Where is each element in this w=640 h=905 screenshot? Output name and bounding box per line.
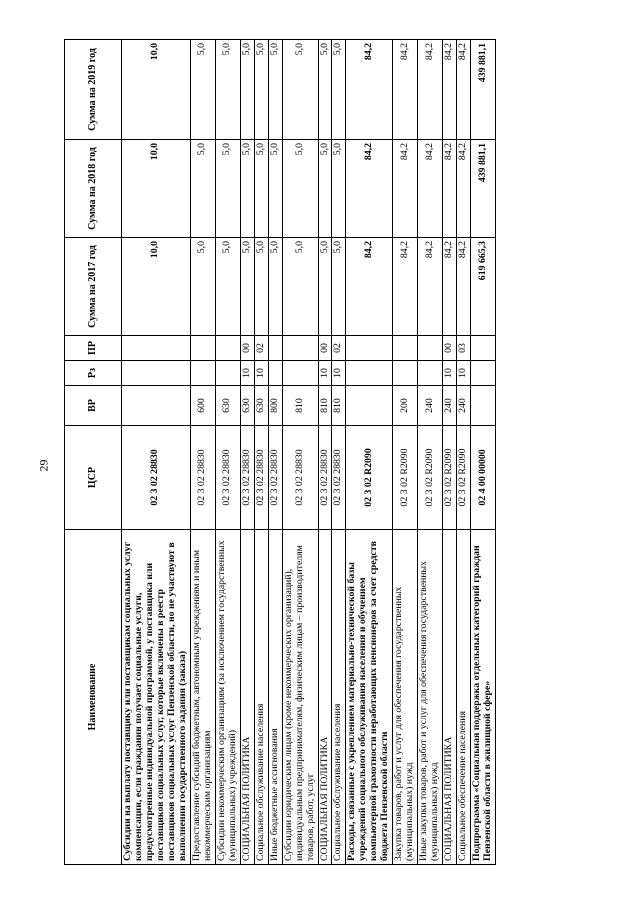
cell-2018: 5,0 (254, 140, 268, 238)
cell-vr (346, 386, 393, 426)
cell-pr: 03 (457, 336, 471, 361)
cell-2019: 439 881,1 (471, 40, 496, 140)
table-row (457, 40, 471, 865)
cell-2019: 5,0 (215, 40, 240, 140)
cell-pr (215, 336, 240, 361)
cell-2019: 5,0 (190, 40, 215, 140)
cell-rz (190, 361, 215, 386)
table-row (346, 40, 393, 865)
cell-rz (393, 361, 418, 386)
header-rz: Рз (65, 361, 122, 386)
cell-2018: 84,2 (418, 140, 443, 238)
cell-csr: 02 3 02 R2090 (443, 426, 457, 530)
cell-name: Субсидии некоммерческим организациям (за исключением государственных (муниципальных) учреждений) (215, 530, 240, 865)
cell-2018: 5,0 (282, 140, 318, 238)
header-2019: Сумма на 2019 год (65, 40, 122, 140)
cell-2017: 5,0 (254, 238, 268, 336)
cell-2017: 84,2 (418, 238, 443, 336)
cell-vr: 630 (254, 386, 268, 426)
cell-vr: 810 (332, 386, 346, 426)
cell-name: Иные закупки товаров, работ и услуг для обеспечения государственных (муниципальных) нужд (418, 530, 443, 865)
cell-2019: 5,0 (240, 40, 254, 140)
cell-2017: 5,0 (332, 238, 346, 336)
cell-pr (268, 336, 282, 361)
cell-csr: 02 3 02 R2090 (457, 426, 471, 530)
cell-2017: 10,0 (122, 238, 191, 336)
cell-2017: 5,0 (282, 238, 318, 336)
cell-name: Расходы, связанные с укреплением материально-технической базы учреждений социального обслуживания населения и обучением компьютерной грамотности неработающих пенсионеров за счет средств бюджета Пензенской области (346, 530, 393, 865)
cell-vr: 600 (190, 386, 215, 426)
cell-pr (282, 336, 318, 361)
cell-rz (268, 361, 282, 386)
table-row (268, 40, 282, 865)
cell-2018: 439 881,1 (471, 140, 496, 238)
header-csr: ЦСР (65, 426, 122, 530)
table-row (254, 40, 268, 865)
cell-csr: 02 3 02 28830 (190, 426, 215, 530)
cell-2019: 84,2 (418, 40, 443, 140)
cell-vr: 240 (443, 386, 457, 426)
cell-rz: 10 (457, 361, 471, 386)
header-name: Наименование (65, 530, 122, 865)
cell-2019: 5,0 (318, 40, 332, 140)
cell-2018: 10,0 (122, 140, 191, 238)
cell-name: Социальное обеспечение населения (457, 530, 471, 865)
cell-2017: 5,0 (215, 238, 240, 336)
table-row (393, 40, 418, 865)
cell-csr: 02 3 02 28830 (318, 426, 332, 530)
header-pr: ПР (65, 336, 122, 361)
cell-pr: 00 (240, 336, 254, 361)
cell-2018: 84,2 (457, 140, 471, 238)
cell-2017: 84,2 (346, 238, 393, 336)
cell-name: Социальное обслуживание населения (254, 530, 268, 865)
cell-pr: 02 (254, 336, 268, 361)
cell-name: СОЦИАЛЬНАЯ ПОЛИТИКА (443, 530, 457, 865)
cell-rz (346, 361, 393, 386)
cell-2019: 5,0 (282, 40, 318, 140)
cell-name: Закупка товаров, работ и услуг для обеспечения государственных (муниципальных) нужд (393, 530, 418, 865)
cell-vr: 200 (393, 386, 418, 426)
cell-vr: 810 (318, 386, 332, 426)
cell-rz: 10 (318, 361, 332, 386)
cell-pr (471, 336, 496, 361)
header-vr: ВР (65, 386, 122, 426)
table-row (471, 40, 496, 865)
cell-name: Предоставление субсидий бюджетным, автономным учреждениям и иным некоммерческим организациям (190, 530, 215, 865)
cell-pr (190, 336, 215, 361)
cell-2018: 5,0 (190, 140, 215, 238)
cell-2017: 5,0 (240, 238, 254, 336)
cell-2017: 84,2 (443, 238, 457, 336)
cell-rz (215, 361, 240, 386)
cell-name: СОЦИАЛЬНАЯ ПОЛИТИКА (318, 530, 332, 865)
cell-vr: 810 (282, 386, 318, 426)
cell-2019: 84,2 (393, 40, 418, 140)
cell-csr: 02 3 02 28830 (240, 426, 254, 530)
cell-pr (122, 336, 191, 361)
cell-rz: 10 (240, 361, 254, 386)
budget-table (64, 39, 496, 865)
cell-csr: 02 4 00 00000 (471, 426, 496, 530)
cell-rz: 10 (443, 361, 457, 386)
table-row (215, 40, 240, 865)
cell-rz: 10 (254, 361, 268, 386)
cell-pr: 00 (318, 336, 332, 361)
cell-rz (418, 361, 443, 386)
cell-2018: 5,0 (215, 140, 240, 238)
cell-vr (122, 386, 191, 426)
cell-2018: 84,2 (393, 140, 418, 238)
cell-name: Иные бюджетные ассигнования (268, 530, 282, 865)
cell-2019: 5,0 (268, 40, 282, 140)
table-row (190, 40, 215, 865)
cell-rz (471, 361, 496, 386)
table-row (282, 40, 318, 865)
cell-pr (393, 336, 418, 361)
cell-vr (471, 386, 496, 426)
cell-csr: 02 3 02 R2090 (418, 426, 443, 530)
cell-name: Субсидии юридическим лицам (кроме некоммерческих организаций), индивидуальным предпринимателям, физическим лицам – производителям товаров, работ, услуг (282, 530, 318, 865)
cell-2019: 10,0 (122, 40, 191, 140)
cell-2017: 5,0 (318, 238, 332, 336)
cell-csr: 02 3 02 28830 (122, 426, 191, 530)
cell-csr: 02 3 02 28830 (282, 426, 318, 530)
cell-csr: 02 3 02 28830 (268, 426, 282, 530)
cell-name: Подпрограмма «Социальная поддержка отдельных категорий граждан Пензенской области в жилищной сфере» (471, 530, 496, 865)
cell-pr (346, 336, 393, 361)
cell-rz: 10 (332, 361, 346, 386)
table-body (122, 40, 496, 865)
cell-2017: 5,0 (268, 238, 282, 336)
cell-2019: 5,0 (254, 40, 268, 140)
cell-pr: 02 (332, 336, 346, 361)
cell-2017: 84,2 (457, 238, 471, 336)
header-2018: Сумма на 2018 год (65, 140, 122, 238)
cell-vr: 800 (268, 386, 282, 426)
table-row (240, 40, 254, 865)
cell-rz (122, 361, 191, 386)
cell-csr: 02 3 02 28830 (254, 426, 268, 530)
header-2017: Сумма на 2017 год (65, 238, 122, 336)
cell-2017: 84,2 (393, 238, 418, 336)
cell-vr: 240 (418, 386, 443, 426)
cell-name: СОЦИАЛЬНАЯ ПОЛИТИКА (240, 530, 254, 865)
table-row (418, 40, 443, 865)
table-row (318, 40, 332, 865)
cell-2018: 5,0 (240, 140, 254, 238)
cell-csr: 02 3 02 28830 (215, 426, 240, 530)
cell-pr: 00 (443, 336, 457, 361)
cell-csr: 02 3 02 28830 (332, 426, 346, 530)
cell-name: Субсидии на выплату поставщику или поставщикам социальных услуг компенсации, если гражданин получает социальные услуги, предусмотренные индивидуальной программой, у поставщика или поставщиков социальных услуг, которые включены в реестр поставщиков социальных услуг Пензенской области, но не участвуют в выполнении государственного задания (заказа) (122, 530, 191, 865)
cell-2018: 5,0 (332, 140, 346, 238)
cell-csr: 02 3 02 R2090 (393, 426, 418, 530)
cell-vr: 240 (457, 386, 471, 426)
cell-2019: 5,0 (332, 40, 346, 140)
cell-2017: 619 665,3 (471, 238, 496, 336)
cell-2019: 84,2 (443, 40, 457, 140)
cell-2019: 84,2 (346, 40, 393, 140)
cell-name: Социальное обслуживание населения (332, 530, 346, 865)
cell-2018: 84,2 (443, 140, 457, 238)
cell-vr: 630 (215, 386, 240, 426)
cell-pr (418, 336, 443, 361)
cell-csr: 02 3 02 R2090 (346, 426, 393, 530)
cell-2018: 5,0 (318, 140, 332, 238)
table-row (332, 40, 346, 865)
cell-rz (282, 361, 318, 386)
page-number: 29 (36, 459, 51, 472)
cell-2018: 84,2 (346, 140, 393, 238)
rotated-table-container (64, 40, 575, 865)
table-row (122, 40, 191, 865)
table-row (443, 40, 457, 865)
cell-2018: 5,0 (268, 140, 282, 238)
cell-2019: 84,2 (457, 40, 471, 140)
cell-vr: 630 (240, 386, 254, 426)
cell-2017: 5,0 (190, 238, 215, 336)
table-header-row (65, 40, 122, 865)
